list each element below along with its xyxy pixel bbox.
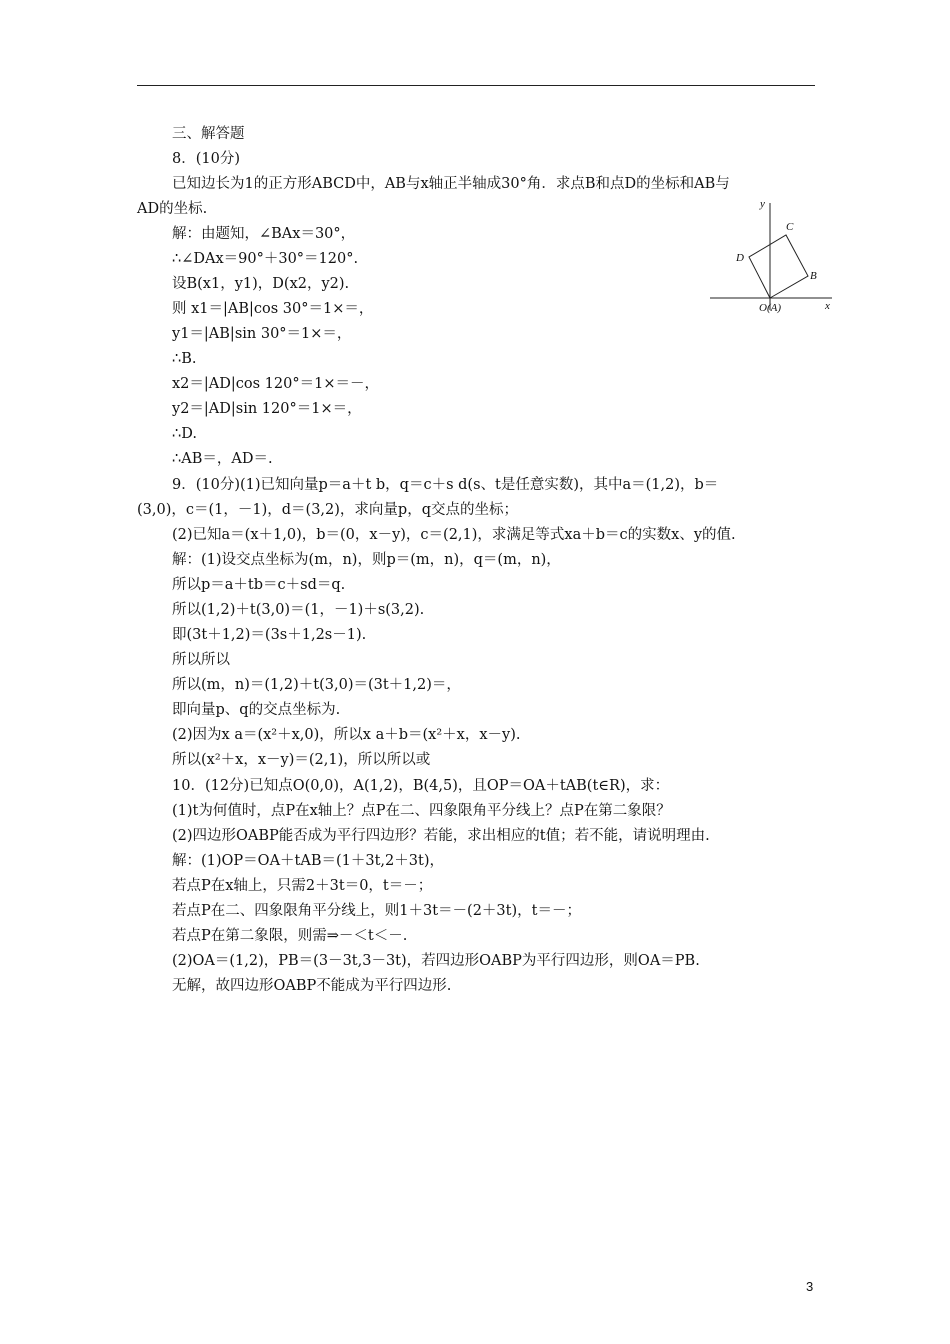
q9-solution-8: (2)因为x a＝(x²＋x,0)，所以x a＋b＝(x²＋x，x－y). bbox=[172, 727, 521, 743]
page-number: 3 bbox=[806, 1279, 814, 1294]
q8-solution-4: 则 x1＝|AB|cos 30°＝1×＝， bbox=[172, 301, 374, 317]
q9-solution-5: 所以所以 bbox=[172, 652, 230, 668]
q10-solution-3: 若点P在二、四象限角平分线上，则1＋3t＝－(2＋3t)，t＝－； bbox=[172, 903, 581, 919]
q9-solution-2: 所以p＝a＋tb＝c＋sd＝q. bbox=[172, 577, 346, 593]
square-abcd bbox=[749, 235, 808, 298]
q8-solution-5: y1＝|AB|sin 30°＝1×＝， bbox=[172, 326, 352, 342]
q8-solution-1: 解：由题知，∠BAx＝30°， bbox=[172, 226, 356, 242]
q10-solution-1: 解：(1)OP＝OA＋tAB＝(1＋3t,2＋3t)， bbox=[172, 853, 444, 869]
origin-label: O(A) bbox=[759, 302, 781, 314]
q8-solution-2: ∴∠DAx＝90°＋30°＝120°. bbox=[172, 251, 359, 267]
q10-solution-4: 若点P在第二象限，则需⇒－＜t＜－. bbox=[172, 928, 408, 944]
q10-text-1: 10．(12分)已知点O(0,0)，A(1,2)，B(4,5)，且OP＝OA＋tAB(t∈R)，求： bbox=[172, 778, 670, 794]
q9-text-3: (2)已知a＝(x＋1,0)，b＝(0，x－y)，c＝(2,1)，求满足等式xa＋b＝c的实数x、y的值. bbox=[172, 527, 736, 543]
q9-solution-9: 所以(x²＋x，x－y)＝(2,1)，所以所以或 bbox=[172, 752, 431, 768]
header-rule bbox=[137, 85, 815, 86]
q9-solution-4: 即(3t＋1,2)＝(3s＋1,2s－1). bbox=[172, 627, 367, 643]
q8-heading: 8．(10分) bbox=[172, 151, 240, 167]
point-c-label: C bbox=[786, 221, 794, 233]
q9-solution-3: 所以(1,2)＋t(3,0)＝(1，－1)＋s(3,2). bbox=[172, 602, 425, 618]
q10-text-3: (2)四边形OABP能否成为平行四边形？若能，求出相应的t值；若不能，请说明理由. bbox=[172, 828, 710, 844]
q9-text-1: 9．(10分)(1)已知向量p＝a＋t b，q＝c＋s d(s、t是任意实数)，其中a＝(1,2)，b＝ bbox=[172, 477, 719, 493]
q8-solution-7: x2＝|AD|cos 120°＝1×＝－， bbox=[172, 376, 379, 392]
q9-text-2: (3,0)，c＝(1，－1)，d＝(3,2)，求向量p，q交点的坐标； bbox=[137, 502, 518, 518]
x-axis-label: x bbox=[825, 300, 830, 312]
q8-text-2: AD的坐标. bbox=[137, 201, 208, 217]
q10-solution-5: (2)OA＝(1,2)，PB＝(3－3t,3－3t)，若四边形OABP为平行四边形，则OA＝PB. bbox=[172, 953, 700, 969]
q9-solution-7: 即向量p、q的交点坐标为. bbox=[172, 702, 341, 718]
point-b-label: B bbox=[810, 270, 817, 282]
point-d-label: D bbox=[736, 252, 744, 264]
q10-text-2: (1)t为何值时，点P在x轴上？点P在二、四象限角平分线上？点P在第二象限？ bbox=[172, 803, 671, 819]
q10-solution-6: 无解，故四边形OABP不能成为平行四边形. bbox=[172, 978, 452, 994]
q8-solution-10: ∴AB＝，AD＝. bbox=[172, 451, 273, 467]
q9-solution-1: 解：(1)设交点坐标为(m，n)，则p＝(m，n)，q＝(m，n)， bbox=[172, 552, 561, 568]
q8-text-1: 已知边长为1的正方形ABCD中，AB与x轴正半轴成30°角．求点B和点D的坐标和AB与 bbox=[172, 176, 730, 192]
q8-solution-3: 设B(x1，y1)，D(x2，y2). bbox=[172, 276, 350, 292]
square-coordinate-figure bbox=[708, 195, 838, 320]
section-title: 三、解答题 bbox=[172, 126, 245, 142]
q8-solution-9: ∴D. bbox=[172, 426, 197, 442]
q8-solution-8: y2＝|AD|sin 120°＝1×＝， bbox=[172, 401, 362, 417]
q9-solution-6: 所以(m，n)＝(1,2)＋t(3,0)＝(3t＋1,2)＝， bbox=[172, 677, 461, 693]
q8-solution-6: ∴B. bbox=[172, 351, 197, 367]
q10-solution-2: 若点P在x轴上，只需2＋3t＝0，t＝－； bbox=[172, 878, 433, 894]
y-axis-label: y bbox=[760, 198, 765, 210]
